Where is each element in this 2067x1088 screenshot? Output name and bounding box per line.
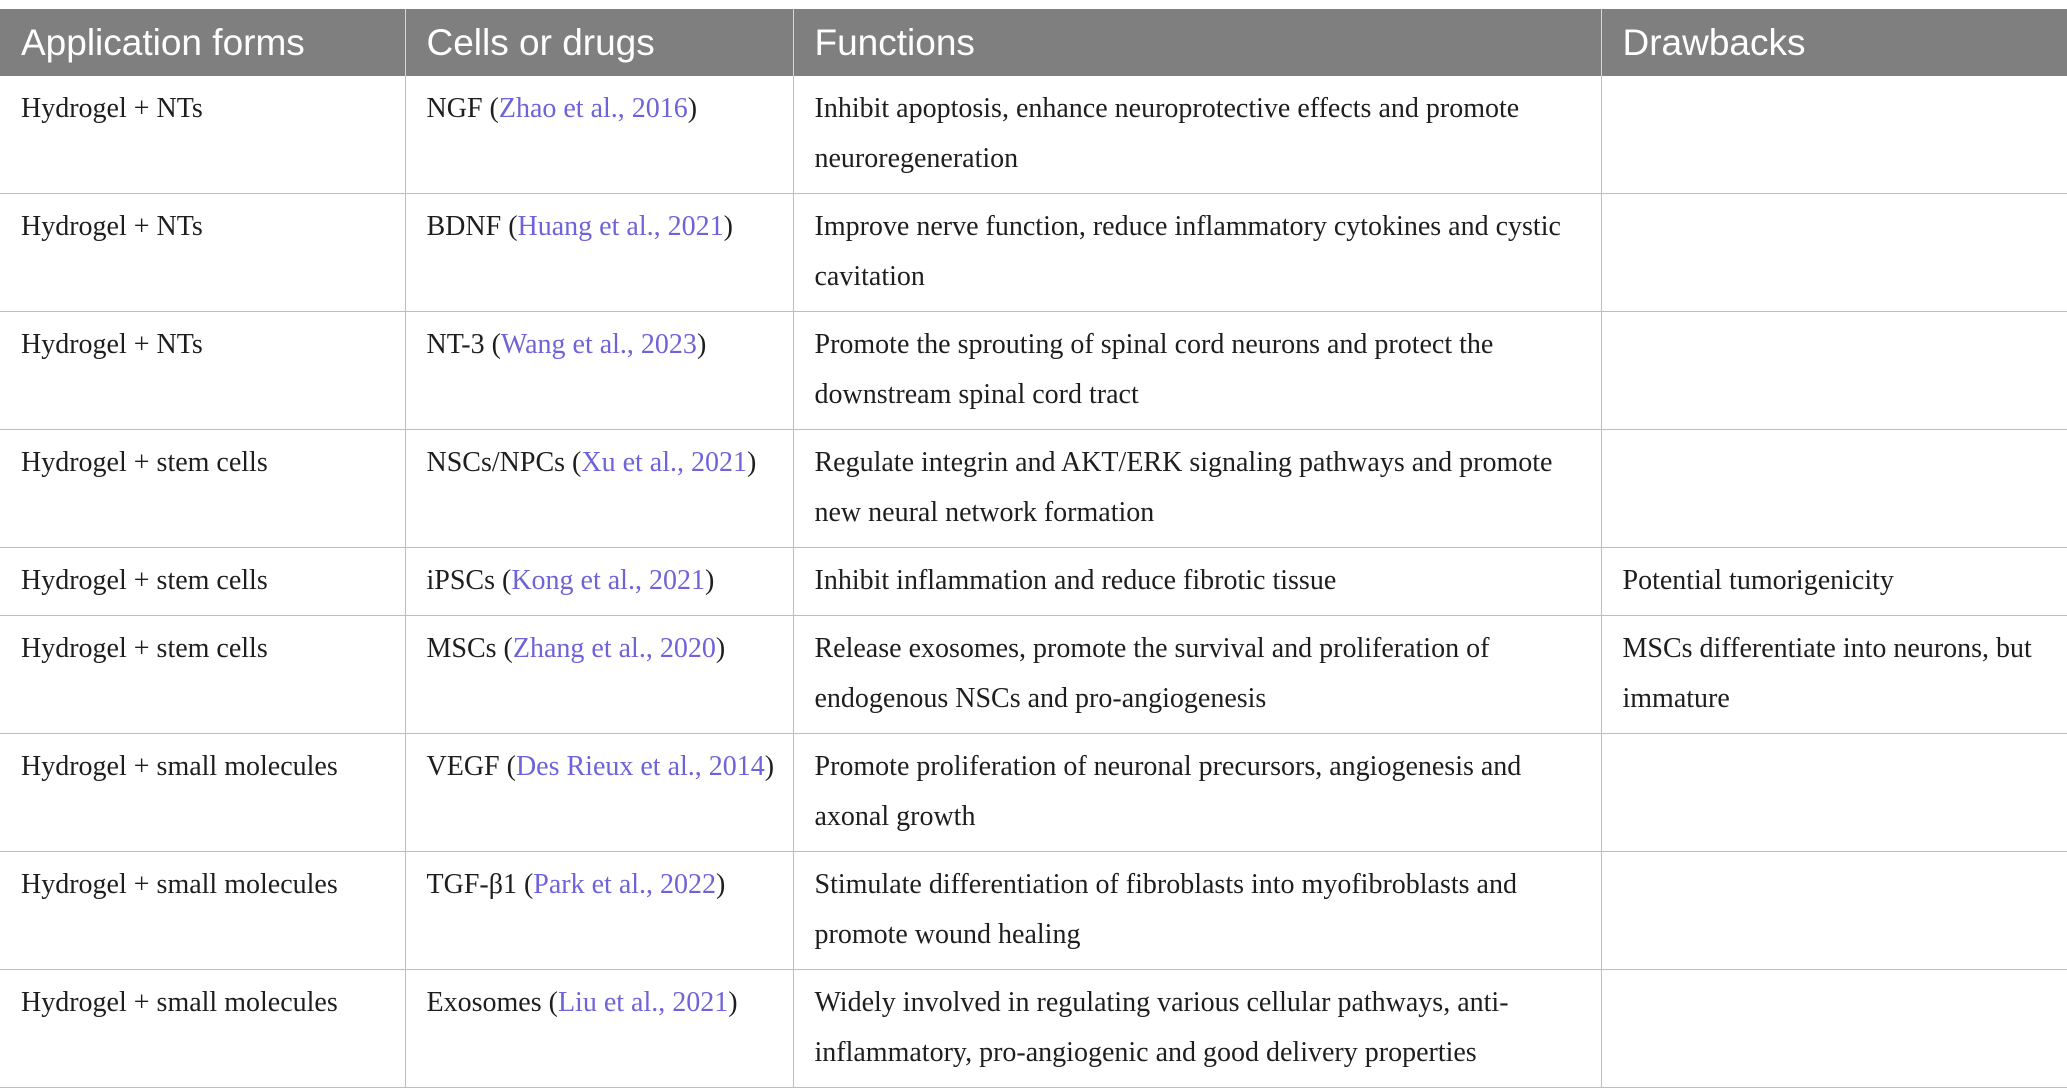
cell-cells-or-drugs: NT-3 (Wang et al., 2023)	[405, 312, 793, 430]
cell-drawback	[1601, 312, 2067, 430]
cell-drawback: Potential tumorigenicity	[1601, 548, 2067, 616]
citation-link[interactable]: Wang et al., 2023	[500, 329, 697, 360]
table-row	[0, 970, 2067, 1088]
cell-cells-or-drugs: iPSCs (Kong et al., 2021)	[405, 548, 793, 616]
cell-drawback	[1601, 734, 2067, 852]
table-row	[0, 312, 2067, 430]
cell-drawback	[1601, 852, 2067, 970]
cell-application-form: Hydrogel + stem cells	[0, 616, 405, 734]
header-functions: Functions	[793, 9, 1601, 76]
data-table-container	[0, 9, 2067, 1088]
cell-application-form: Hydrogel + NTs	[0, 194, 405, 312]
cell-drawback: MSCs differentiate into neurons, but immature	[1601, 616, 2067, 734]
agent-name: BDNF	[426, 211, 502, 242]
table-row	[0, 852, 2067, 970]
citation-link[interactable]: Zhang et al., 2020	[512, 633, 716, 664]
cell-cells-or-drugs: VEGF (Des Rieux et al., 2014)	[405, 734, 793, 852]
table-row	[0, 194, 2067, 312]
cell-drawback	[1601, 194, 2067, 312]
table-row	[0, 430, 2067, 548]
header-drawbacks: Drawbacks	[1601, 9, 2067, 76]
cell-function: Promote proliferation of neuronal precursors, angiogenesis and axonal growth	[793, 734, 1601, 852]
cell-application-form: Hydrogel + NTs	[0, 76, 405, 194]
citation-link[interactable]: Zhao et al., 2016	[498, 93, 688, 124]
citation-link[interactable]: Park et al., 2022	[533, 869, 717, 900]
citation-link[interactable]: Liu et al., 2021	[557, 987, 729, 1018]
agent-name: iPSCs	[426, 565, 495, 596]
cell-function: Stimulate differentiation of fibroblasts into myofibroblasts and promote wound healing	[793, 852, 1601, 970]
agent-name: Exosomes	[426, 987, 542, 1018]
cell-cells-or-drugs: TGF-β1 (Park et al., 2022)	[405, 852, 793, 970]
hydrogel-applications-table	[0, 9, 2067, 1088]
cell-application-form: Hydrogel + small molecules	[0, 970, 405, 1088]
cell-function: Release exosomes, promote the survival and proliferation of endogenous NSCs and pro-angiogenesis	[793, 616, 1601, 734]
cell-application-form: Hydrogel + NTs	[0, 312, 405, 430]
cell-cells-or-drugs: MSCs (Zhang et al., 2020)	[405, 616, 793, 734]
cell-application-form: Hydrogel + small molecules	[0, 734, 405, 852]
cell-drawback	[1601, 76, 2067, 194]
cell-function: Inhibit apoptosis, enhance neuroprotective effects and promote neuroregeneration	[793, 76, 1601, 194]
cell-application-form: Hydrogel + small molecules	[0, 852, 405, 970]
cell-application-form: Hydrogel + stem cells	[0, 430, 405, 548]
cell-drawback	[1601, 970, 2067, 1088]
citation-link[interactable]: Kong et al., 2021	[511, 565, 705, 596]
header-application-forms: Application forms	[0, 9, 405, 76]
cell-cells-or-drugs: NSCs/NPCs (Xu et al., 2021)	[405, 430, 793, 548]
agent-name: VEGF	[426, 751, 500, 782]
cell-application-form: Hydrogel + stem cells	[0, 548, 405, 616]
table-row	[0, 76, 2067, 194]
cell-cells-or-drugs: BDNF (Huang et al., 2021)	[405, 194, 793, 312]
agent-name: MSCs	[426, 633, 497, 664]
cell-cells-or-drugs: NGF (Zhao et al., 2016)	[405, 76, 793, 194]
table-header-row	[0, 9, 2067, 76]
table-row	[0, 616, 2067, 734]
cell-function: Promote the sprouting of spinal cord neurons and protect the downstream spinal cord tract	[793, 312, 1601, 430]
table-row	[0, 734, 2067, 852]
citation-link[interactable]: Des Rieux et al., 2014	[515, 751, 765, 782]
cell-function: Widely involved in regulating various cellular pathways, anti-inflammatory, pro-angiogenic and good delivery properties	[793, 970, 1601, 1088]
cell-function: Inhibit inflammation and reduce fibrotic tissue	[793, 548, 1601, 616]
agent-name: NSCs/NPCs	[426, 447, 566, 478]
cell-function: Regulate integrin and AKT/ERK signaling pathways and promote new neural network formation	[793, 430, 1601, 548]
citation-link[interactable]: Xu et al., 2021	[581, 447, 747, 478]
table-row	[0, 548, 2067, 616]
cell-cells-or-drugs: Exosomes (Liu et al., 2021)	[405, 970, 793, 1088]
agent-name: NT-3	[426, 329, 485, 360]
citation-link[interactable]: Huang et al., 2021	[517, 211, 724, 242]
cell-drawback	[1601, 430, 2067, 548]
cell-function: Improve nerve function, reduce inflammatory cytokines and cystic cavitation	[793, 194, 1601, 312]
header-cells-or-drugs: Cells or drugs	[405, 9, 793, 76]
agent-name: TGF-β1	[426, 869, 517, 900]
agent-name: NGF	[426, 93, 483, 124]
